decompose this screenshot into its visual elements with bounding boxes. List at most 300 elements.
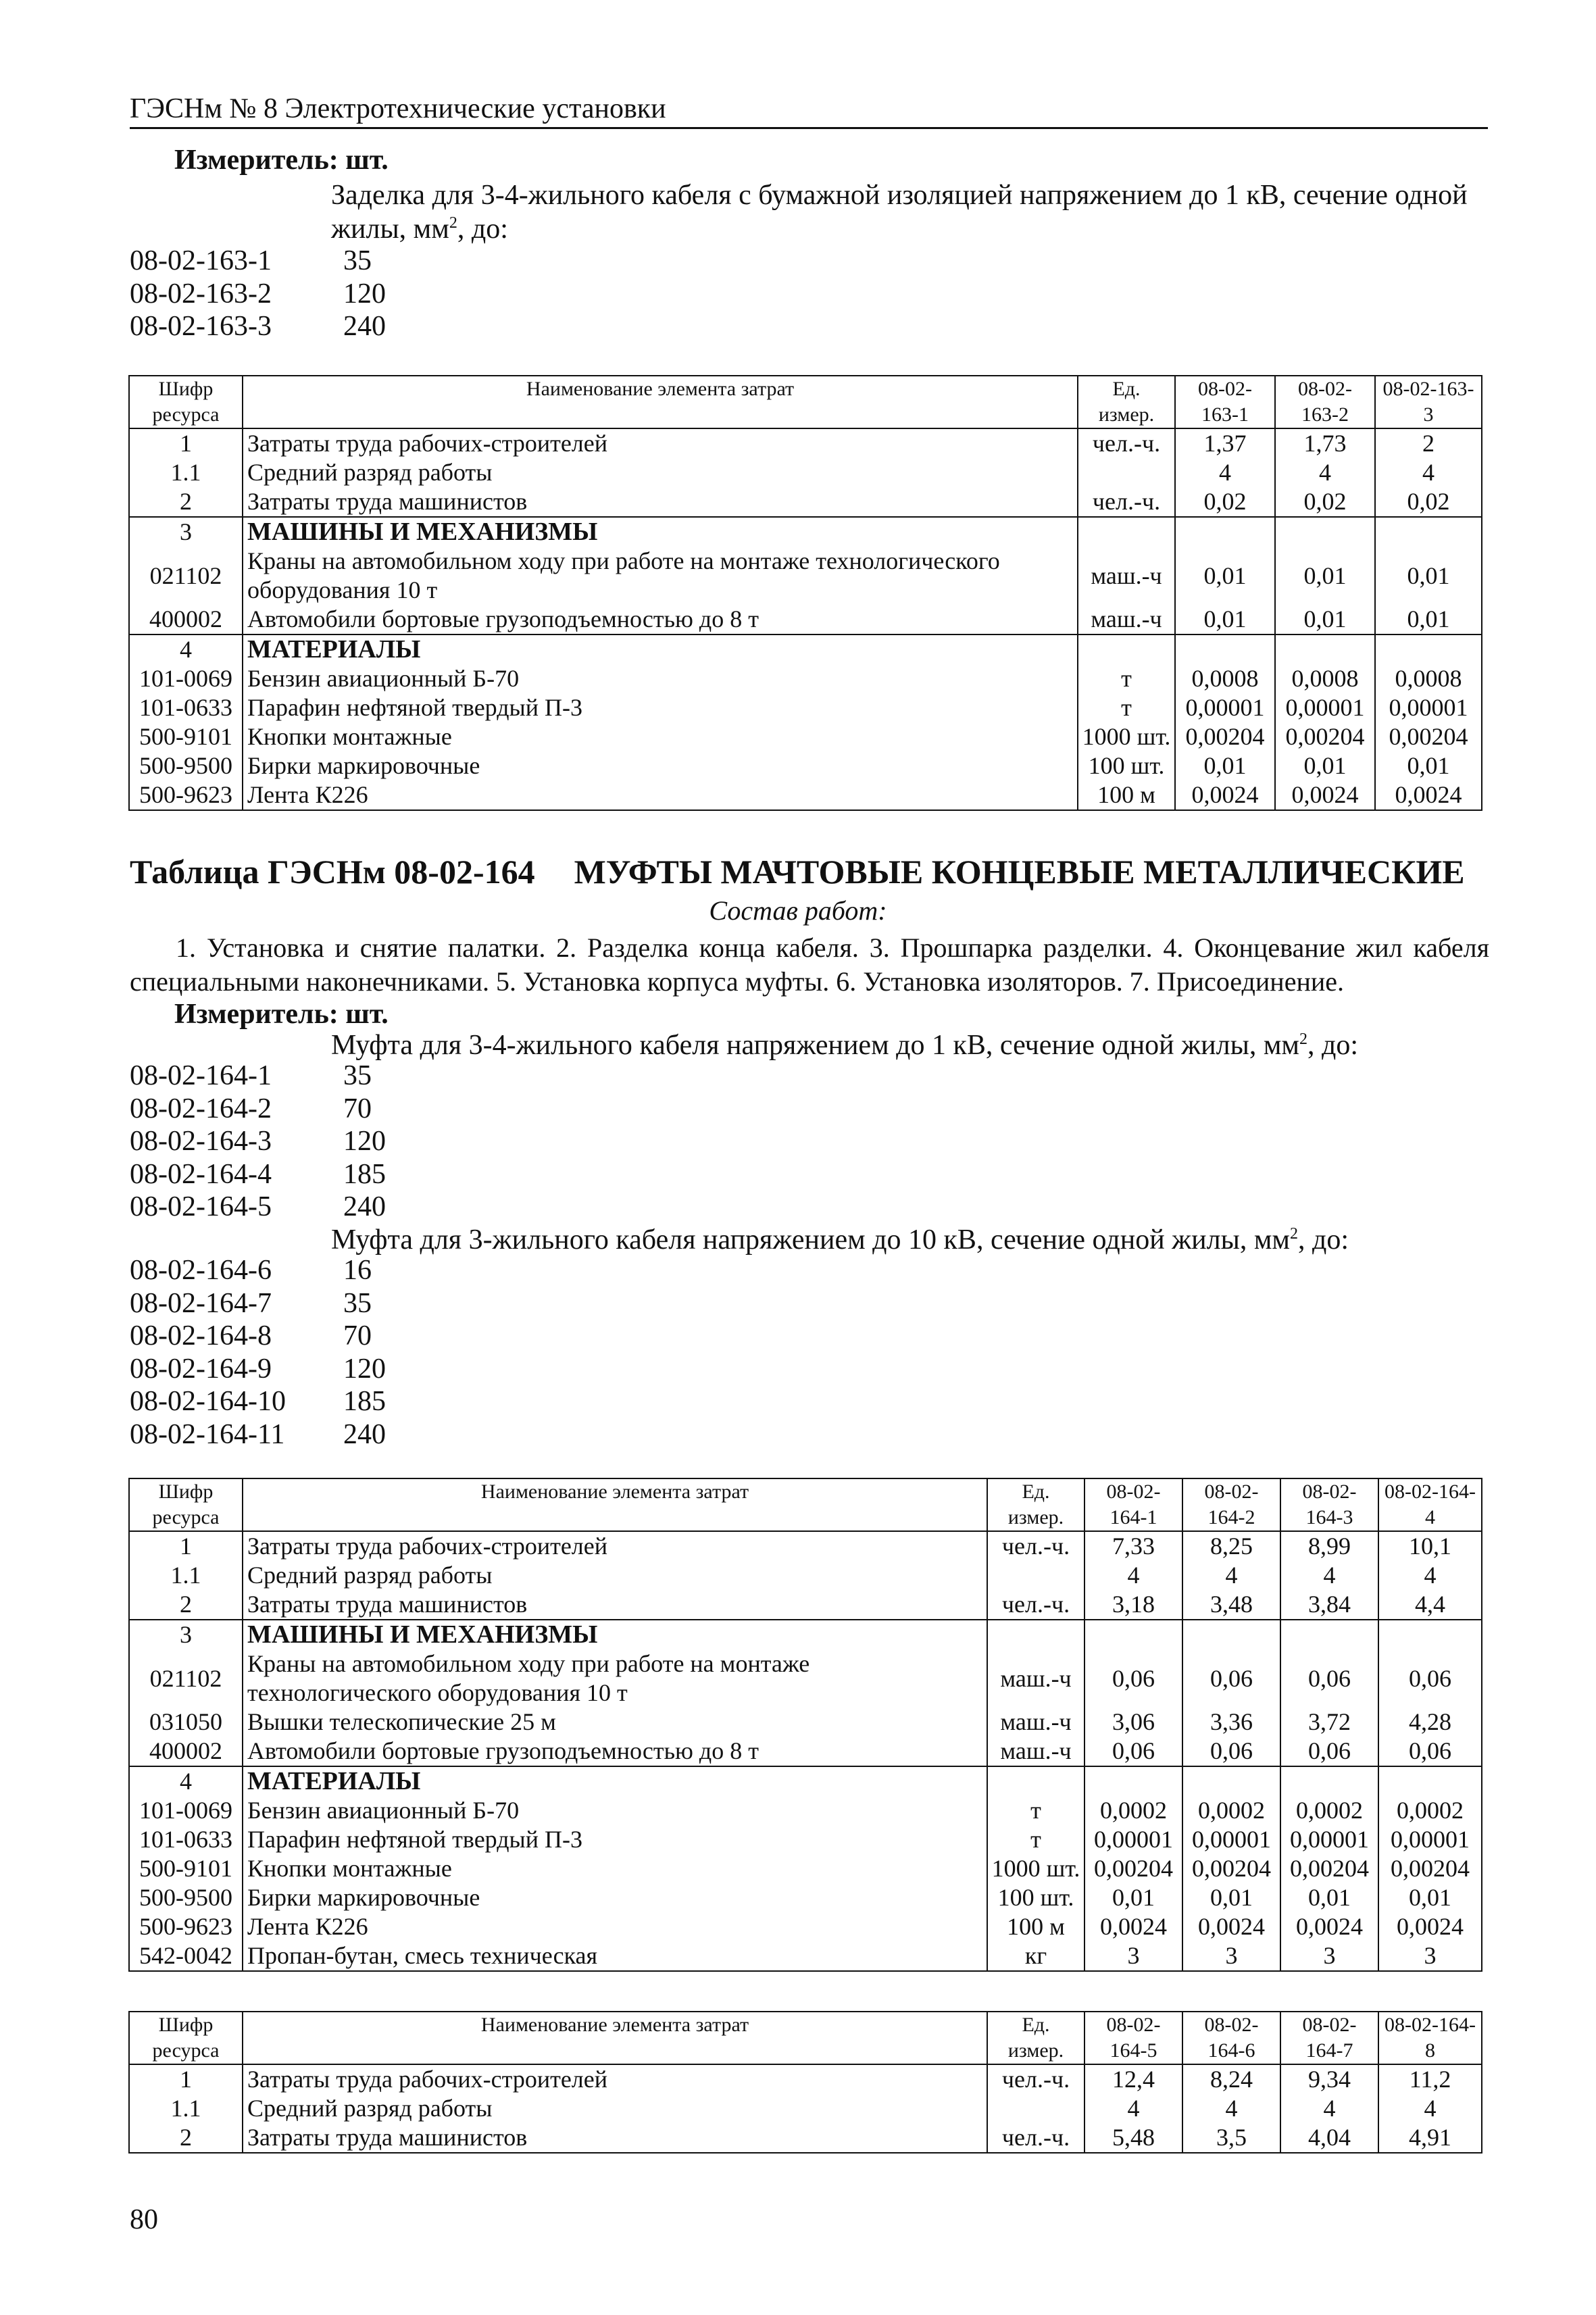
code-row	[130, 310, 386, 343]
table-row	[129, 722, 1482, 751]
cell-code: 500-9500	[129, 1883, 243, 1912]
cell-value: 0,02	[1375, 487, 1482, 517]
code-row	[130, 1320, 386, 1353]
cell-value	[1084, 1766, 1182, 1796]
cell-value: 0,06	[1280, 1649, 1378, 1708]
cell-name: Средний разряд работы	[243, 2094, 987, 2123]
cell-unit: маш.-ч	[987, 1737, 1084, 1766]
cell-unit: т	[987, 1825, 1084, 1854]
resource-table-164-b	[128, 2011, 1482, 2154]
code: 08-02-164-7	[130, 1287, 272, 1319]
cell-value: 0,00204	[1375, 722, 1482, 751]
code: 08-02-163-2	[130, 278, 272, 309]
table-header	[129, 376, 1482, 428]
cell-name: Лента К226	[243, 1912, 987, 1941]
cell-code: 4	[129, 1766, 243, 1796]
cell-code: 1	[129, 2064, 243, 2094]
table-row	[129, 1708, 1482, 1737]
cell-value: 4	[1175, 458, 1275, 487]
cell-unit	[987, 1620, 1084, 1649]
cell-value: 1,73	[1275, 428, 1375, 458]
cell-value: 0,01	[1375, 605, 1482, 634]
table-row	[129, 487, 1482, 517]
cell-value: 3,84	[1280, 1590, 1378, 1620]
cell-value: 3,36	[1182, 1708, 1280, 1737]
cell-unit: т	[1078, 664, 1175, 693]
code-value: 240	[343, 1191, 386, 1223]
cell-name: Пропан-бутан, смесь техническая	[243, 1941, 987, 1971]
description-sup: 2	[1299, 1030, 1307, 1048]
table-row	[129, 1561, 1482, 1590]
cell-unit: т	[1078, 693, 1175, 722]
cell-value: 0,00001	[1175, 693, 1275, 722]
cell-value: 3	[1182, 1941, 1280, 1971]
cell-value: 0,0024	[1175, 780, 1275, 810]
code-row	[130, 278, 386, 311]
cell-unit	[987, 2094, 1084, 2123]
cell-value: 3,48	[1182, 1590, 1280, 1620]
cell-code: 101-0633	[129, 693, 243, 722]
cell-value: 9,34	[1280, 2064, 1378, 2094]
cell-value: 4	[1084, 1561, 1182, 1590]
cell-value: 0,0024	[1280, 1912, 1378, 1941]
cell-unit: кг	[987, 1941, 1084, 1971]
cell-value	[1275, 634, 1375, 664]
code-list-163	[130, 245, 386, 343]
code-value: 240	[343, 311, 386, 343]
code-value: 70	[343, 1093, 372, 1124]
cell-unit: 100 шт.	[987, 1883, 1084, 1912]
cell-value: 0,0024	[1275, 780, 1375, 810]
table-section-row	[129, 1620, 1482, 1649]
code-value: 70	[343, 1320, 372, 1352]
cell-value: 3,18	[1084, 1590, 1182, 1620]
cell-value	[1275, 517, 1375, 547]
cell-name: МАШИНЫ И МЕХАНИЗМЫ	[243, 517, 1078, 547]
cell-name: Бензин авиационный Б-70	[243, 1796, 987, 1825]
code-row	[130, 1418, 386, 1451]
cell-name: Средний разряд работы	[243, 1561, 987, 1590]
cell-unit: чел.-ч.	[987, 1590, 1084, 1620]
cell-value: 5,48	[1084, 2123, 1182, 2153]
cell-code: 500-9623	[129, 1912, 243, 1941]
description-text: Муфта для 3-жильного кабеля напряжением до 10 кВ, сечение одной жилы, мм	[331, 1224, 1290, 1255]
cell-value: 10,1	[1378, 1531, 1482, 1561]
code: 08-02-164-10	[130, 1386, 286, 1418]
cell-name: Средний разряд работы	[243, 458, 1078, 487]
header-name: Наименование элемента затрат	[243, 1478, 987, 1531]
description-163	[331, 178, 1493, 246]
cell-value: 4,91	[1378, 2123, 1482, 2153]
cell-value: 0,0002	[1378, 1796, 1482, 1825]
code-row	[130, 1125, 386, 1158]
cell-code: 500-9101	[129, 722, 243, 751]
cell-value: 0,01	[1175, 605, 1275, 634]
cell-value: 0,0024	[1378, 1912, 1482, 1941]
table-section-row	[129, 517, 1482, 547]
cell-unit	[1078, 517, 1175, 547]
header-col: 08-02-163-2	[1275, 376, 1375, 428]
cell-unit: маш.-ч	[1078, 605, 1175, 634]
cell-code: 3	[129, 517, 243, 547]
table-row	[129, 664, 1482, 693]
table-row	[129, 547, 1482, 605]
cell-name: Затраты труда рабочих-строителей	[243, 428, 1078, 458]
table-row	[129, 1590, 1482, 1620]
table-row	[129, 1649, 1482, 1708]
cell-code: 500-9623	[129, 780, 243, 810]
table-body	[129, 428, 1482, 810]
cell-value: 0,01	[1280, 1883, 1378, 1912]
cell-unit: т	[987, 1796, 1084, 1825]
cell-unit: маш.-ч	[987, 1708, 1084, 1737]
cell-value: 0,00204	[1275, 722, 1375, 751]
cell-value	[1378, 1766, 1482, 1796]
cell-value	[1084, 1620, 1182, 1649]
cell-value: 3	[1378, 1941, 1482, 1971]
header-unit: Ед. измер.	[1078, 376, 1175, 428]
table-row	[129, 2064, 1482, 2094]
cell-value: 0,01	[1175, 547, 1275, 605]
header-code: Шифр ресурса	[129, 376, 243, 428]
cell-value: 0,0008	[1275, 664, 1375, 693]
cell-value: 0,00204	[1378, 1854, 1482, 1883]
cell-unit: чел.-ч.	[987, 2123, 1084, 2153]
cell-unit	[1078, 634, 1175, 664]
cell-value: 0,01	[1084, 1883, 1182, 1912]
cell-code: 031050	[129, 1708, 243, 1737]
table-header	[129, 1478, 1482, 1531]
header-col: 08-02-164-3	[1280, 1478, 1378, 1531]
code-list-164-2	[130, 1254, 386, 1451]
cell-value: 4	[1275, 458, 1375, 487]
code-value: 120	[343, 1353, 386, 1385]
table-row	[129, 428, 1482, 458]
cell-name: Бирки маркировочные	[243, 1883, 987, 1912]
cell-unit	[987, 1766, 1084, 1796]
description-164-1	[331, 1028, 1493, 1062]
table-row	[129, 1912, 1482, 1941]
cell-value: 11,2	[1378, 2064, 1482, 2094]
cell-name: Парафин нефтяной твердый П-3	[243, 693, 1078, 722]
cell-value: 0,01	[1275, 605, 1375, 634]
cell-code: 542-0042	[129, 1941, 243, 1971]
code: 08-02-164-5	[130, 1191, 272, 1223]
cell-unit: 1000 шт.	[987, 1854, 1084, 1883]
code: 08-02-164-9	[130, 1353, 272, 1385]
cell-value: 0,01	[1182, 1883, 1280, 1912]
header-unit: Ед. измер.	[987, 2012, 1084, 2064]
cell-unit: маш.-ч	[987, 1649, 1084, 1708]
cell-value: 4	[1280, 2094, 1378, 2123]
cell-value: 3	[1280, 1941, 1378, 1971]
cell-unit	[987, 1561, 1084, 1590]
cell-code: 1.1	[129, 458, 243, 487]
header-code: Шифр ресурса	[129, 1478, 243, 1531]
cell-code: 4	[129, 634, 243, 664]
cell-name: Кнопки монтажные	[243, 1854, 987, 1883]
code-list-164-1	[130, 1060, 386, 1224]
cell-value: 8,24	[1182, 2064, 1280, 2094]
cell-value	[1378, 1620, 1482, 1649]
cell-value: 0,0008	[1375, 664, 1482, 693]
cell-code: 400002	[129, 605, 243, 634]
cell-value: 3,06	[1084, 1708, 1182, 1737]
cell-code: 400002	[129, 1737, 243, 1766]
code: 08-02-164-8	[130, 1320, 272, 1352]
code: 08-02-163-3	[130, 311, 272, 343]
cell-value: 0,0008	[1175, 664, 1275, 693]
cell-value: 0,06	[1084, 1649, 1182, 1708]
table-row	[129, 1737, 1482, 1766]
table-row	[129, 458, 1482, 487]
table-row	[129, 1854, 1482, 1883]
cell-name: МАШИНЫ И МЕХАНИЗМЫ	[243, 1620, 987, 1649]
code-value: 185	[343, 1386, 386, 1418]
cell-value: 0,00001	[1275, 693, 1375, 722]
cell-value: 8,99	[1280, 1531, 1378, 1561]
cell-code: 1.1	[129, 1561, 243, 1590]
running-head: ГЭСНм № 8 Электротехнические установки	[130, 92, 1488, 129]
description-text: Муфта для 3-4-жильного кабеля напряжением до 1 кВ, сечение одной жилы, мм	[331, 1030, 1299, 1061]
cell-value: 0,0024	[1375, 780, 1482, 810]
cell-value: 0,01	[1375, 751, 1482, 780]
table-body	[129, 2064, 1482, 2153]
table-header	[129, 2012, 1482, 2064]
code-value: 35	[343, 245, 372, 276]
code-row	[130, 1254, 386, 1287]
description-tail: , до:	[1307, 1030, 1359, 1061]
header-col: 08-02-163-1	[1175, 376, 1275, 428]
cell-unit	[1078, 458, 1175, 487]
code: 08-02-164-1	[130, 1060, 272, 1091]
cell-value: 4	[1375, 458, 1482, 487]
cell-value: 0,01	[1375, 547, 1482, 605]
cell-name: Бензин авиационный Б-70	[243, 664, 1078, 693]
code-value: 120	[343, 278, 386, 309]
code-row	[130, 1385, 386, 1418]
table-row	[129, 1883, 1482, 1912]
cell-value: 4	[1378, 2094, 1482, 2123]
code-row	[130, 245, 386, 278]
code-value: 185	[343, 1158, 386, 1190]
cell-code: 021102	[129, 1649, 243, 1708]
table-row	[129, 1825, 1482, 1854]
cell-value: 12,4	[1084, 2064, 1182, 2094]
cell-value: 4	[1378, 1561, 1482, 1590]
code: 08-02-164-2	[130, 1093, 272, 1124]
code-row	[130, 1191, 386, 1224]
cell-unit: 100 шт.	[1078, 751, 1175, 780]
cell-value: 4	[1182, 1561, 1280, 1590]
cell-value: 0,00001	[1378, 1825, 1482, 1854]
cell-value: 0,06	[1378, 1649, 1482, 1708]
cell-value: 4,4	[1378, 1590, 1482, 1620]
description-164-2	[331, 1223, 1493, 1257]
cell-name: Кнопки монтажные	[243, 722, 1078, 751]
cell-value: 0,0002	[1084, 1796, 1182, 1825]
resource-table-163	[128, 375, 1482, 811]
cell-value: 3,5	[1182, 2123, 1280, 2153]
cell-name: Затраты труда машинистов	[243, 1590, 987, 1620]
code-row	[130, 1060, 386, 1093]
code-row	[130, 1093, 386, 1126]
cell-value: 0,06	[1182, 1649, 1280, 1708]
cell-value: 0,00001	[1182, 1825, 1280, 1854]
cell-value: 0,0024	[1084, 1912, 1182, 1941]
cell-value: 0,00204	[1084, 1854, 1182, 1883]
table-section-row	[129, 1766, 1482, 1796]
cell-value: 4,04	[1280, 2123, 1378, 2153]
code: 08-02-164-6	[130, 1255, 272, 1286]
code: 08-02-163-1	[130, 245, 272, 276]
table-body	[129, 1531, 1482, 1971]
cell-code: 101-0633	[129, 1825, 243, 1854]
header-unit: Ед. измер.	[987, 1478, 1084, 1531]
cell-value: 3,72	[1280, 1708, 1378, 1737]
header-col: 08-02-164-7	[1280, 2012, 1378, 2064]
table-title-name: МУФТЫ МАЧТОВЫЕ КОНЦЕВЫЕ МЕТАЛЛИЧЕСКИЕ	[574, 853, 1465, 891]
cell-name: МАТЕРИАЛЫ	[243, 1766, 987, 1796]
code-value: 240	[343, 1418, 386, 1450]
cell-name: Бирки маркировочные	[243, 751, 1078, 780]
header-col: 08-02-164-8	[1378, 2012, 1482, 2064]
cell-value: 0,01	[1378, 1883, 1482, 1912]
cell-value	[1182, 1766, 1280, 1796]
cell-code: 101-0069	[129, 1796, 243, 1825]
cell-code: 2	[129, 2123, 243, 2153]
code-row	[130, 1287, 386, 1320]
cell-value: 0,0002	[1280, 1796, 1378, 1825]
description-sup: 2	[449, 214, 457, 232]
code-row	[130, 1158, 386, 1191]
cell-code: 500-9101	[129, 1854, 243, 1883]
cell-value: 4	[1084, 2094, 1182, 2123]
cell-name: Затраты труда машинистов	[243, 487, 1078, 517]
table-row	[129, 1941, 1482, 1971]
header-col: 08-02-164-1	[1084, 1478, 1182, 1531]
cell-value: 4	[1182, 2094, 1280, 2123]
cell-value: 0,0024	[1182, 1912, 1280, 1941]
cell-value: 8,25	[1182, 1531, 1280, 1561]
cell-code: 3	[129, 1620, 243, 1649]
cell-name: Вышки телескопические 25 м	[243, 1708, 987, 1737]
cell-name: Затраты труда машинистов	[243, 2123, 987, 2153]
cell-code: 1.1	[129, 2094, 243, 2123]
description-sup: 2	[1290, 1225, 1298, 1243]
cell-value: 1,37	[1175, 428, 1275, 458]
cell-name: Краны на автомобильном ходу при работе на монтаже технологического оборудования 10 т	[243, 547, 1078, 605]
table-section-row	[129, 634, 1482, 664]
code-row	[130, 1353, 386, 1386]
table-title-prefix: Таблица ГЭСНм 08-02-164	[130, 853, 535, 891]
cell-value: 0,0002	[1182, 1796, 1280, 1825]
code: 08-02-164-4	[130, 1158, 272, 1190]
cell-value: 0,00204	[1280, 1854, 1378, 1883]
cell-value	[1175, 517, 1275, 547]
code: 08-02-164-3	[130, 1126, 272, 1158]
header-code: Шифр ресурса	[129, 2012, 243, 2064]
cell-value: 0,01	[1275, 547, 1375, 605]
cell-code: 101-0069	[129, 664, 243, 693]
cell-unit: чел.-ч.	[987, 2064, 1084, 2094]
works-heading: Состав работ:	[709, 895, 887, 926]
cell-name: Автомобили бортовые грузоподъемностью до 8 т	[243, 1737, 987, 1766]
cell-value: 4,28	[1378, 1708, 1482, 1737]
cell-name: МАТЕРИАЛЫ	[243, 634, 1078, 664]
header-col: 08-02-164-5	[1084, 2012, 1182, 2064]
cell-name: Краны на автомобильном ходу при работе на монтаже технологического оборудования 10 т	[243, 1649, 987, 1708]
cell-name: Затраты труда рабочих-строителей	[243, 2064, 987, 2094]
cell-name: Лента К226	[243, 780, 1078, 810]
cell-value: 0,01	[1175, 751, 1275, 780]
cell-code: 2	[129, 487, 243, 517]
code-value: 16	[343, 1255, 372, 1286]
cell-value: 7,33	[1084, 1531, 1182, 1561]
cell-value	[1375, 634, 1482, 664]
meter-label-163: Измеритель: шт.	[174, 145, 389, 176]
cell-value	[1375, 517, 1482, 547]
table-row	[129, 605, 1482, 634]
table-row	[129, 2123, 1482, 2153]
header-col: 08-02-163-3	[1375, 376, 1482, 428]
cell-name: Парафин нефтяной твердый П-3	[243, 1825, 987, 1854]
header-name: Наименование элемента затрат	[243, 376, 1078, 428]
cell-unit: чел.-ч.	[987, 1531, 1084, 1561]
cell-value: 0,00001	[1375, 693, 1482, 722]
cell-value	[1280, 1620, 1378, 1649]
code: 08-02-164-11	[130, 1418, 285, 1450]
cell-code: 021102	[129, 547, 243, 605]
header-col: 08-02-164-6	[1182, 2012, 1280, 2064]
table-row	[129, 751, 1482, 780]
cell-value	[1182, 1620, 1280, 1649]
cell-value: 0,01	[1275, 751, 1375, 780]
page-number: 80	[130, 2204, 158, 2235]
cell-value: 0,06	[1280, 1737, 1378, 1766]
code-value: 35	[343, 1060, 372, 1091]
table-row	[129, 780, 1482, 810]
cell-code: 2	[129, 1590, 243, 1620]
cell-value: 0,06	[1182, 1737, 1280, 1766]
cell-code: 1	[129, 1531, 243, 1561]
table-row	[129, 693, 1482, 722]
cell-value	[1175, 634, 1275, 664]
cell-value: 0,02	[1175, 487, 1275, 517]
cell-unit: чел.-ч.	[1078, 487, 1175, 517]
header-name: Наименование элемента затрат	[243, 2012, 987, 2064]
table-row	[129, 2094, 1482, 2123]
cell-value: 0,06	[1378, 1737, 1482, 1766]
table-row	[129, 1531, 1482, 1561]
description-tail: , до:	[1298, 1224, 1349, 1255]
resource-table-164-a	[128, 1478, 1482, 1972]
meter-label-164: Измеритель: шт.	[174, 999, 389, 1030]
description-text: Заделка для 3-4-жильного кабеля с бумажной изоляцией напряжением до 1 кВ, сечение одной жилы, мм	[331, 180, 1468, 245]
table-title	[130, 851, 1465, 892]
header-col: 08-02-164-2	[1182, 1478, 1280, 1531]
cell-value: 3	[1084, 1941, 1182, 1971]
cell-value: 0,02	[1275, 487, 1375, 517]
cell-value: 0,00204	[1175, 722, 1275, 751]
cell-name: Затраты труда рабочих-строителей	[243, 1531, 987, 1561]
table-row	[129, 1796, 1482, 1825]
cell-value: 0,00204	[1182, 1854, 1280, 1883]
code-value: 35	[343, 1287, 372, 1319]
cell-value: 0,00001	[1280, 1825, 1378, 1854]
cell-value	[1280, 1766, 1378, 1796]
header-col: 08-02-164-4	[1378, 1478, 1482, 1531]
